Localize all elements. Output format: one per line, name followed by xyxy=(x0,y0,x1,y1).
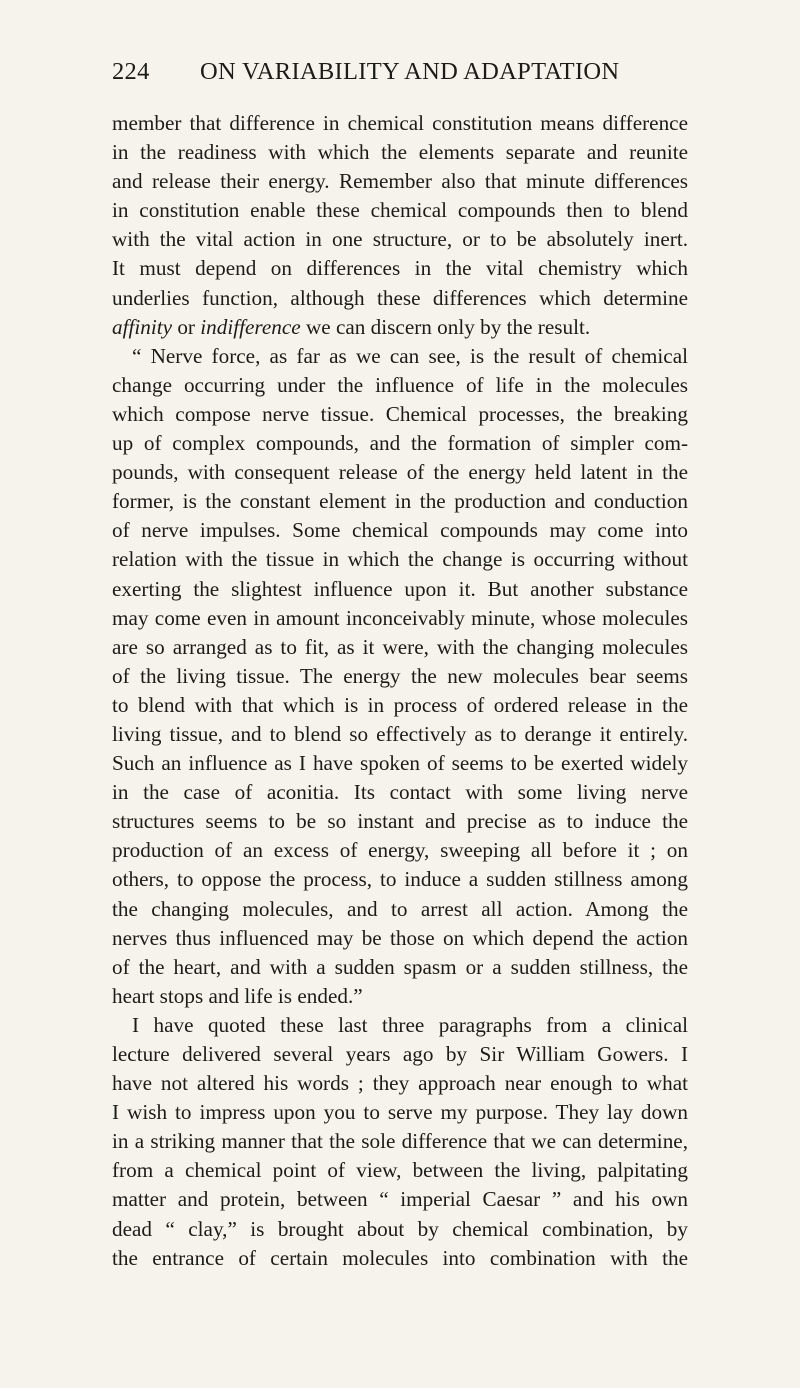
text-segment: former, is the constant element in the production and conduction xyxy=(112,489,688,514)
text-line xyxy=(112,662,688,691)
text-line xyxy=(112,371,688,400)
text-segment: dead “ clay,” is brought about by chemical combination, by xyxy=(112,1216,688,1241)
text-segment: of nerve impulses. Some chemical compounds may come into xyxy=(112,518,688,543)
text-segment: relation with the tissue in which the change is occurring without xyxy=(112,547,688,572)
text-line xyxy=(112,1069,688,1098)
text-line xyxy=(112,516,688,545)
text-line xyxy=(112,1040,688,1069)
text-line xyxy=(112,836,688,865)
text-segment: I have quoted these last three paragraphs from a clinical xyxy=(132,1012,688,1037)
text-line xyxy=(112,953,688,982)
text-segment: in the case of aconitia. Its contact with some living nerve xyxy=(112,780,688,805)
text-line xyxy=(112,865,688,894)
text-line xyxy=(112,1127,688,1156)
running-head xyxy=(112,58,688,92)
text-line xyxy=(112,749,688,778)
body-text xyxy=(112,109,688,1273)
text-line xyxy=(112,1098,688,1127)
text-line xyxy=(112,1215,688,1244)
text-segment: nerves thus influenced may be those on which depend the action xyxy=(112,925,688,950)
text-segment: to blend with that which is in process of ordered release in the xyxy=(112,692,688,717)
text-segment: living tissue, and to blend so effectively as to derange it entirely. xyxy=(112,721,688,746)
text-segment: production of an excess of energy, sweeping all before it ; on xyxy=(112,838,688,863)
text-line xyxy=(112,313,688,342)
text-line xyxy=(112,807,688,836)
text-segment: I wish to impress upon you to serve my purpose. They lay down xyxy=(112,1100,688,1125)
text-line xyxy=(112,167,688,196)
text-line xyxy=(112,691,688,720)
text-line xyxy=(112,575,688,604)
text-segment: the entrance of certain molecules into combination with the xyxy=(112,1245,688,1270)
text-segment: matter and protein, between “ imperial Caesar ” and his own xyxy=(112,1187,688,1212)
text-segment: from a chemical point of view, between the living, palpitating xyxy=(112,1158,688,1183)
emphasized-text: affinity xyxy=(112,314,173,339)
text-line xyxy=(112,342,688,371)
text-segment: the changing molecules, and to arrest all action. Among the xyxy=(112,896,688,921)
text-segment: of the living tissue. The energy the new molecules bear seems xyxy=(112,663,688,688)
text-line xyxy=(112,109,688,138)
text-line xyxy=(112,982,688,1011)
text-line xyxy=(112,1156,688,1185)
text-segment: may come even in amount inconceivably minute, whose molecules xyxy=(112,605,688,630)
text-line xyxy=(112,720,688,749)
text-line xyxy=(112,1185,688,1214)
text-segment: member that difference in chemical constitution means difference xyxy=(112,111,688,135)
text-segment: or xyxy=(172,314,201,339)
text-segment: are so arranged as to fit, as it were, with the changing molecules xyxy=(112,634,688,659)
text-segment: change occurring under the influence of life in the molecules xyxy=(112,372,688,397)
text-line xyxy=(112,138,688,167)
text-line xyxy=(112,1011,688,1040)
text-segment: have not altered his words ; they approach near enough to what xyxy=(112,1071,688,1096)
text-segment: up of complex compounds, and the formation of simpler com- xyxy=(112,431,688,456)
text-segment: with the vital action in one structure, or to be absolutely inert. xyxy=(112,227,688,252)
text-segment: It must depend on differences in the vital chemistry which xyxy=(112,256,688,281)
text-line xyxy=(112,924,688,953)
emphasized-text: indifference xyxy=(200,314,301,339)
text-segment: exerting the slightest influence upon it. But another substance xyxy=(112,576,688,601)
text-segment: which compose nerve tissue. Chemical processes, the breaking xyxy=(112,401,688,426)
text-segment: “ Nerve force, as far as we can see, is the result of chemical xyxy=(132,343,688,368)
text-segment: we can discern only by the result. xyxy=(300,314,591,339)
text-line xyxy=(112,895,688,924)
text-line xyxy=(112,254,688,283)
text-segment: lecture delivered several years ago by Sir William Gowers. I xyxy=(112,1042,688,1066)
text-line xyxy=(112,545,688,574)
running-title: ON VARIABILITY AND ADAPTATION xyxy=(200,58,620,85)
text-line xyxy=(112,1244,688,1273)
text-segment: in a striking manner that the sole difference that we can determine, xyxy=(112,1129,688,1154)
text-segment: in constitution enable these chemical compounds then to blend xyxy=(112,198,688,223)
text-line xyxy=(112,604,688,633)
text-line xyxy=(112,284,688,313)
text-segment: underlies function, although these differences which determine xyxy=(112,285,688,310)
text-segment: of the heart, and with a sudden spasm or a sudden stillness, the xyxy=(112,954,688,979)
text-line xyxy=(112,487,688,516)
text-segment: others, to oppose the process, to induce a sudden stillness among xyxy=(112,867,688,892)
text-segment: in the readiness with which the elements separate and reunite xyxy=(112,140,688,165)
text-line xyxy=(112,429,688,458)
text-segment: structures seems to be so instant and precise as to induce the xyxy=(112,809,688,834)
text-segment: pounds, with consequent release of the energy held latent in the xyxy=(112,460,688,485)
text-line xyxy=(112,458,688,487)
page-number: 224 xyxy=(112,58,150,85)
text-segment: heart stops and life is ended.” xyxy=(112,983,363,1008)
text-line xyxy=(112,225,688,254)
text-segment: Such an influence as I have spoken of seems to be exerted widely xyxy=(112,751,688,776)
text-line xyxy=(112,196,688,225)
text-segment: and release their energy. Remember also that minute differences xyxy=(112,169,688,194)
text-line xyxy=(112,778,688,807)
text-line xyxy=(112,633,688,662)
text-line xyxy=(112,400,688,429)
